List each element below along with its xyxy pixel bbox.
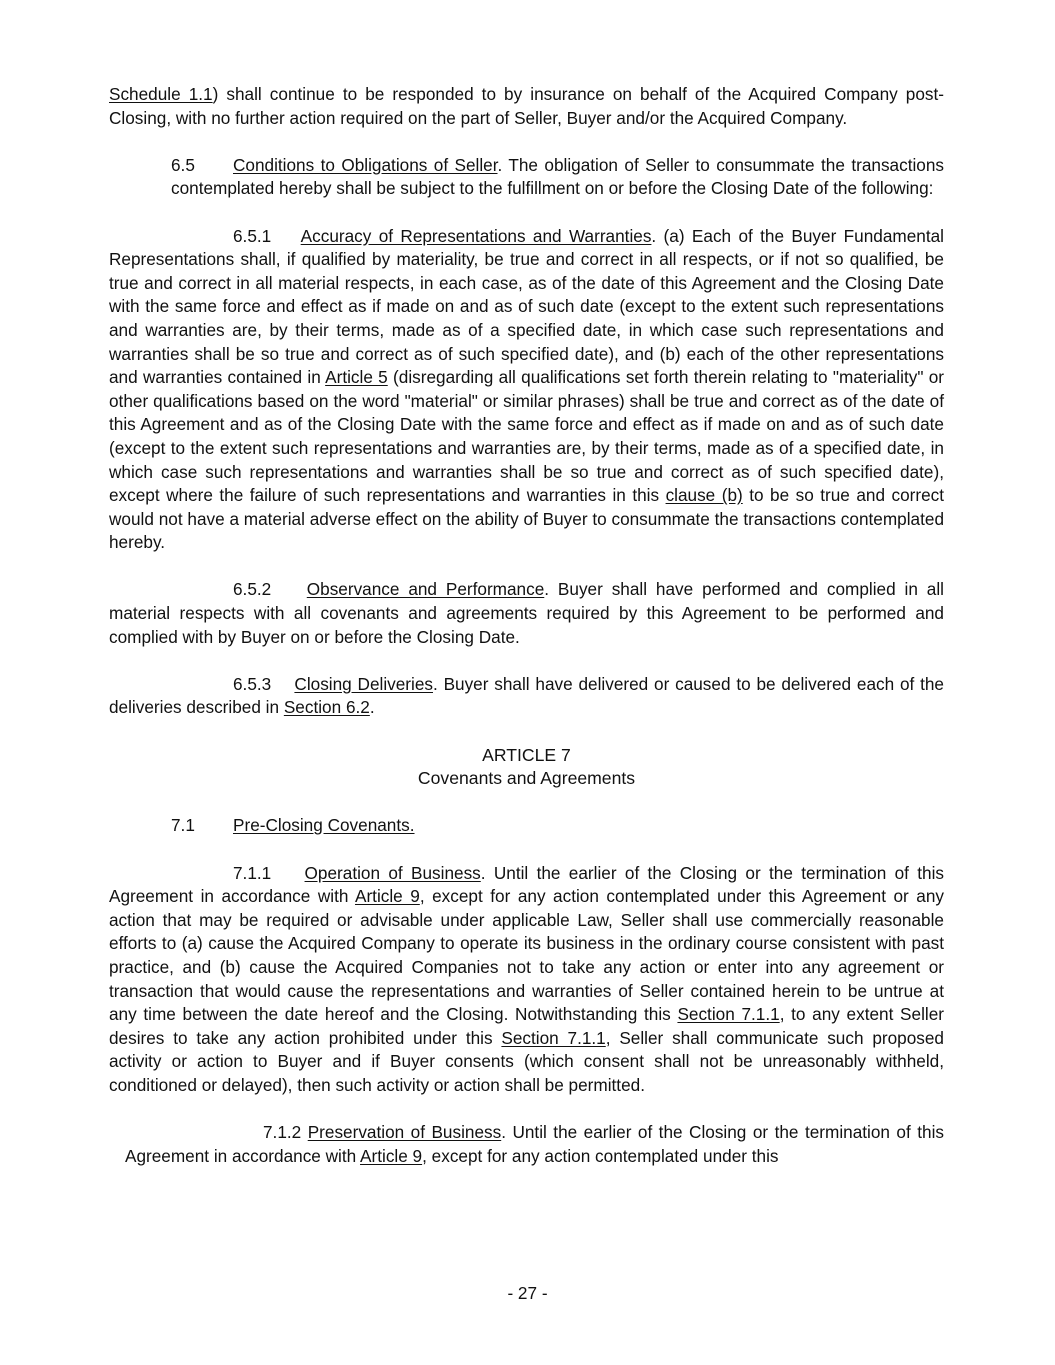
article-heading (109, 744, 944, 791)
section-number: 6.5 (171, 154, 195, 175)
paragraph-continuation: Schedule 1.1) shall continue to be responded to by insurance on behalf of the Acquired Company post-Closing, with no further action required on the part of Seller, Buyer and/or the Acquired Company. (109, 84, 944, 128)
section-6-5-3: 6.5.3 Closing Deliveries. Buyer shall have delivered or caused to be delivered each of the deliveries described in Section 6.2. (109, 673, 944, 718)
section-7-1-1-link[interactable]: Section 7.1.1 (677, 1004, 780, 1025)
section-7-1-1: 7.1.1 Operation of Business. Until the earlier of the Closing or the termination of this Agreement in accordance with Article 9, except for any action contemplated under this Agreement or any action that may be required or advisable under applicable Law, Seller shall use commercially reasonable efforts to (a) cause the Acquired Company to operate its business in the ordinary course consistent with past practice, and (b) cause the Acquired Companies not to take any action or enter into any agreement or transaction that would cause the representations and warranties of Seller contained herein to be untrue at any time between the date hereof and the Closing. Notwithstanding this Section 7.1.1, to any extent Seller desires to take any action prohibited under this Section 7.1.1, Seller shall communicate such proposed activity or action to Buyer and if Buyer consents (which consent shall not be unreasonably withheld, conditioned or delayed), then such activity or action shall be permitted. (109, 862, 944, 1095)
clause-b-link[interactable]: clause (b) (665, 485, 743, 506)
section-number: 7.1.2 (263, 1122, 302, 1143)
document-page (109, 83, 944, 1168)
schedule-1-1-link[interactable]: Schedule 1.1 (109, 84, 213, 104)
section-7-1-1-link[interactable]: Section 7.1.1 (501, 1027, 606, 1048)
article-title: ARTICLE 7 (482, 744, 571, 765)
article-9-link[interactable]: Article 9 (360, 1145, 423, 1166)
section-number: 7.1.1 (233, 862, 272, 883)
section-heading: Operation of Business (304, 862, 481, 883)
section-heading: Pre-Closing Covenants. (233, 815, 415, 836)
section-heading: Preservation of Business (307, 1122, 502, 1143)
section-number: 6.5.1 (233, 225, 272, 246)
section-7-1 (109, 814, 944, 838)
article-5-link[interactable]: Article 5 (325, 367, 388, 388)
article-subtitle: Covenants and Agreements (417, 768, 636, 789)
section-6-5-2: 6.5.2 Observance and Performance. Buyer shall have performed and complied in all material respects with all covenants and agreements required by this Agreement to be performed and complied with by Buyer on or before the Closing Date. (109, 579, 944, 647)
section-7-1-2: 7.1.2 Preservation of Business. Until the earlier of the Closing or the termination of this Agreement in accordance with Article 9, except for any action contemplated under this (125, 1122, 944, 1166)
section-6-5-1: 6.5.1 Accuracy of Representations and Warranties. (a) Each of the Buyer Fundamental Representations shall, if qualified by materiality, be true and correct in all respects, or if not so qualified, be true and correct in all material respects, in each case, as of the date of this Agreement and the Closing Date with the same force and effect as if made on and as of such date (except to the extent such representations and warranties are, by their terms, made as of a specified date, in which case such representations and warranties shall be so true and correct as of such specified date), and (b) each of the other representations and warranties contained in Article 5 (disregarding all qualifications set forth therein relating to "materiality" or other qualifications based on the word "material" or similar phrases) shall be true and correct as of the date of this Agreement and as of the Closing Date with the same force and effect as if made on and as of such date (except to the extent such representations and warranties are, by their terms, made as of a specified date, in which case such representations and warranties shall be so true and correct as of such specified date), except where the failure of such representations and warranties in this clause (b) to be so true and correct would not have a material adverse effect on the ability of Buyer to consummate the transactions contemplated hereby. (109, 225, 944, 553)
section-number: 7.1 (171, 815, 195, 836)
section-heading: Accuracy of Representations and Warranties (300, 225, 652, 246)
section-number: 6.5.3 (233, 673, 272, 694)
section-heading: Observance and Performance (306, 579, 545, 600)
section-6-5: 6.5 Conditions to Obligations of Seller. The obligation of Seller to consummate the transactions contemplated hereby shall be subject to the fulfillment on or before the Closing Date of the following: (171, 154, 944, 199)
section-heading: Conditions to Obligations of Seller (233, 154, 498, 175)
section-heading: Closing Deliveries (294, 673, 433, 694)
page-number: - 27 - (507, 1283, 548, 1303)
article-9-link[interactable]: Article 9 (354, 886, 420, 907)
section-number: 6.5.2 (233, 579, 272, 600)
section-6-2-link[interactable]: Section 6.2 (283, 697, 370, 718)
